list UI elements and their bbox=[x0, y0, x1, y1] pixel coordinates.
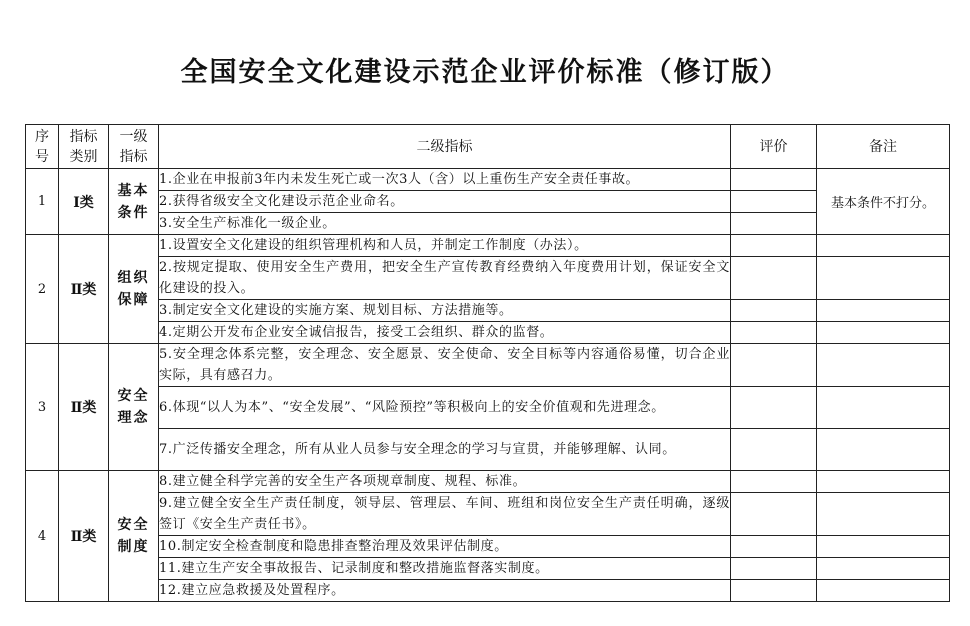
header-seq: 序 号 bbox=[26, 125, 59, 169]
level2-item: 3.制定安全文化建设的实施方案、规划目标、方法措施等。 bbox=[159, 300, 731, 322]
category-cell: Ⅰ类 bbox=[59, 169, 109, 235]
remark-cell bbox=[817, 387, 950, 429]
level1-cell: 基本 条件 bbox=[109, 169, 159, 235]
table-row bbox=[26, 580, 950, 602]
evaluation-cell bbox=[731, 493, 817, 536]
level2-item: 5.安全理念体系完整，安全理念、安全愿景、安全使命、安全目标等内容通俗易懂，切合企业实际，具有感召力。 bbox=[159, 344, 731, 387]
table-row bbox=[26, 429, 950, 471]
level1-cell: 安全 制度 bbox=[109, 471, 159, 602]
table-row bbox=[26, 387, 950, 429]
header-level2: 二级指标 bbox=[159, 125, 731, 169]
evaluation-cell bbox=[731, 169, 817, 191]
evaluation-cell bbox=[731, 387, 817, 429]
seq-cell: 3 bbox=[26, 344, 59, 471]
evaluation-cell bbox=[731, 300, 817, 322]
header-row bbox=[26, 125, 950, 169]
page-title: 全国安全文化建设示范企业评价标准（修订版） bbox=[180, 57, 790, 88]
seq-cell: 2 bbox=[26, 235, 59, 344]
level2-item: 2.按规定提取、使用安全生产费用，把安全生产宣传教育经费纳入年度费用计划，保证安全文化建设的投入。 bbox=[159, 257, 731, 300]
remark-cell bbox=[817, 536, 950, 558]
remark-cell bbox=[817, 493, 950, 536]
remark-cell bbox=[817, 257, 950, 300]
category-cell: Ⅱ类 bbox=[59, 235, 109, 344]
table-row bbox=[26, 213, 950, 235]
evaluation-table bbox=[25, 124, 950, 602]
seq-cell: 1 bbox=[26, 169, 59, 235]
table-row bbox=[26, 493, 950, 536]
remark-cell bbox=[817, 580, 950, 602]
table-row bbox=[26, 169, 950, 191]
level2-item: 6.体现“以人为本”、“安全发展”、“风险预控”等积极向上的安全价值观和先进理念。 bbox=[159, 387, 731, 429]
table-row bbox=[26, 536, 950, 558]
evaluation-cell bbox=[731, 580, 817, 602]
level2-item: 11.建立生产安全事故报告、记录制度和整改措施监督落实制度。 bbox=[159, 558, 731, 580]
level2-item: 1.设置安全文化建设的组织管理机构和人员，并制定工作制度（办法）。 bbox=[159, 235, 731, 257]
level2-item: 7.广泛传播安全理念，所有从业人员参与安全理念的学习与宣贯，并能够理解、认同。 bbox=[159, 429, 731, 471]
header-level1: 一级 指标 bbox=[109, 125, 159, 169]
table-row bbox=[26, 344, 950, 387]
level2-item: 10.制定安全检查制度和隐患排查整治理及效果评估制度。 bbox=[159, 536, 731, 558]
evaluation-cell bbox=[731, 471, 817, 493]
remark-cell bbox=[817, 300, 950, 322]
remark-cell: 基本条件不打分。 bbox=[817, 169, 950, 235]
table-row bbox=[26, 322, 950, 344]
table-row bbox=[26, 300, 950, 322]
evaluation-cell bbox=[731, 558, 817, 580]
header-remarks: 备注 bbox=[817, 125, 950, 169]
remark-cell bbox=[817, 471, 950, 493]
evaluation-cell bbox=[731, 344, 817, 387]
table-row bbox=[26, 235, 950, 257]
seq-cell: 4 bbox=[26, 471, 59, 602]
level2-item: 2.获得省级安全文化建设示范企业命名。 bbox=[159, 191, 731, 213]
table-row bbox=[26, 558, 950, 580]
remark-cell bbox=[817, 429, 950, 471]
evaluation-cell bbox=[731, 257, 817, 300]
level1-cell: 组织 保障 bbox=[109, 235, 159, 344]
level1-cell: 安全 理念 bbox=[109, 344, 159, 471]
evaluation-cell bbox=[731, 213, 817, 235]
level2-item: 12.建立应急救援及处置程序。 bbox=[159, 580, 731, 602]
evaluation-cell bbox=[731, 191, 817, 213]
table-row bbox=[26, 471, 950, 493]
category-cell: Ⅱ类 bbox=[59, 344, 109, 471]
evaluation-cell bbox=[731, 429, 817, 471]
header-evaluation: 评价 bbox=[731, 125, 817, 169]
header-category: 指标 类别 bbox=[59, 125, 109, 169]
level2-item: 8.建立健全科学完善的安全生产各项规章制度、规程、标准。 bbox=[159, 471, 731, 493]
remark-cell bbox=[817, 344, 950, 387]
category-cell: Ⅱ类 bbox=[59, 471, 109, 602]
level2-item: 3.安全生产标准化一级企业。 bbox=[159, 213, 731, 235]
table-row bbox=[26, 191, 950, 213]
table-row bbox=[26, 257, 950, 300]
evaluation-cell bbox=[731, 322, 817, 344]
level2-item: 1.企业在申报前3年内未发生死亡或一次3人（含）以上重伤生产安全责任事故。 bbox=[159, 169, 731, 191]
remark-cell bbox=[817, 235, 950, 257]
remark-cell bbox=[817, 558, 950, 580]
evaluation-cell bbox=[731, 235, 817, 257]
level2-item: 9.建立健全安全生产责任制度，领导层、管理层、车间、班组和岗位安全生产责任明确，逐级签订《安全生产责任书》。 bbox=[159, 493, 731, 536]
evaluation-cell bbox=[731, 536, 817, 558]
level2-item: 4.定期公开发布企业安全诚信报告，接受工会组织、群众的监督。 bbox=[159, 322, 731, 344]
remark-cell bbox=[817, 322, 950, 344]
